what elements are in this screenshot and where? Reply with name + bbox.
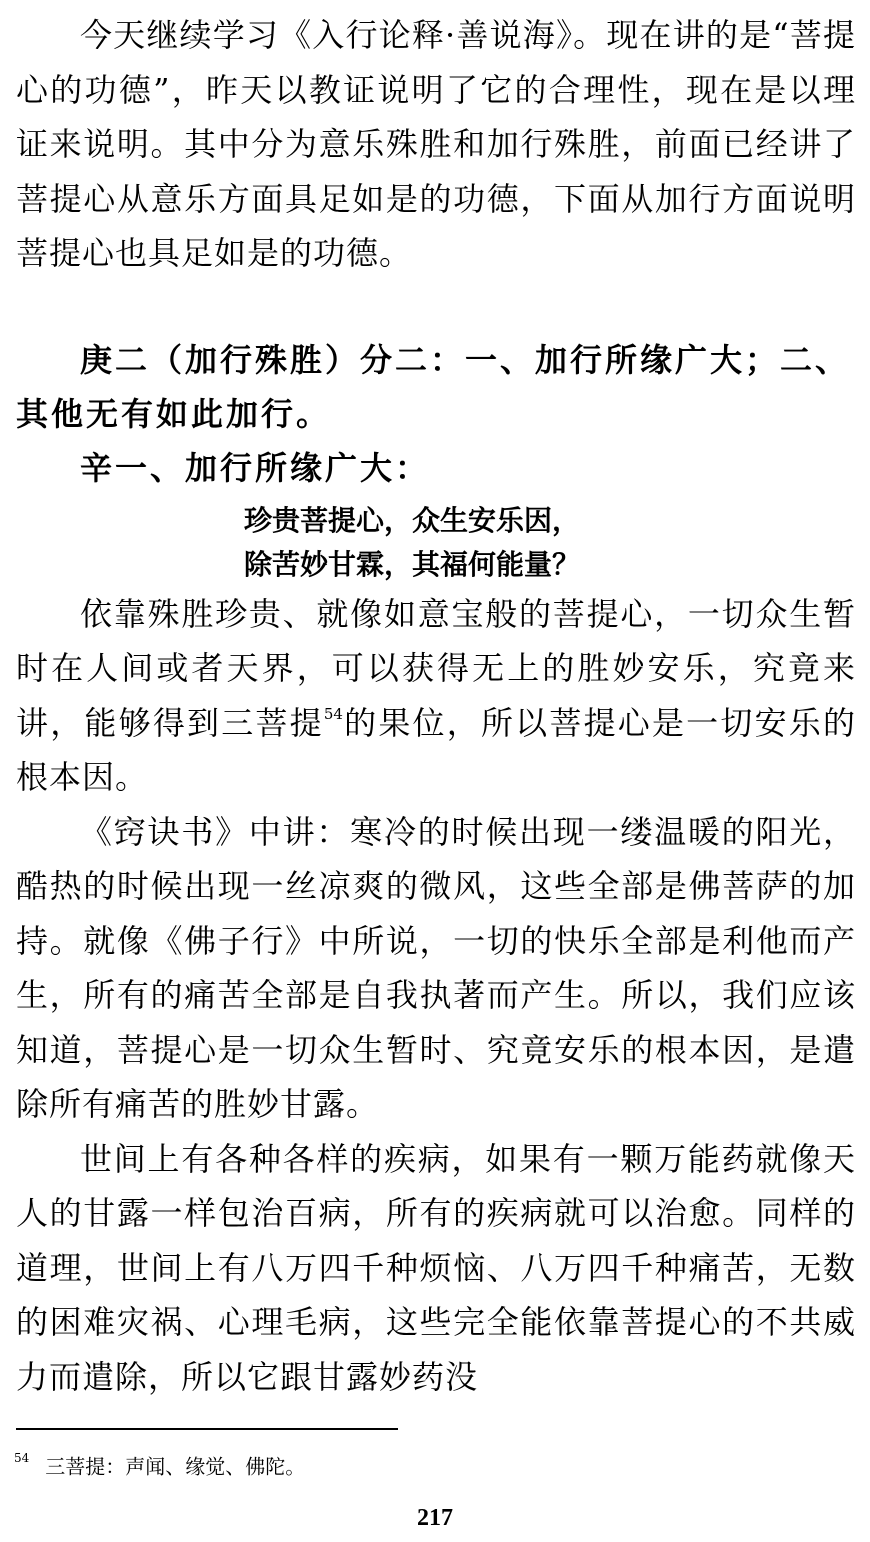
paragraph-intro: 今天继续学习《入行论释·善说海》。现在讲的是“菩提心的功德”，昨天以教证说明了它的合理性，现在是以理证来说明。其中分为意乐殊胜和加行殊胜，前面已经讲了菩提心从意乐方面具足如是的功德，下面从加行方面说明菩提心也具足如是的功德。 bbox=[16, 16, 856, 272]
footnote bbox=[14, 1448, 305, 1481]
footnote-reference[interactable]: 54 bbox=[323, 704, 343, 723]
paragraph-quote: 《窍诀书》中讲：寒冷的时候出现一缕温暖的阳光，酷热的时候出现一丝凉爽的微风，这些全部是佛菩萨的加持。就像《佛子行》中所说，一切的快乐全部是利他而产生，所有的痛苦全部是自我执著而产生。所以，我们应该知道，菩提心是一切众生暂时、究竟安乐的根本因，是遣除所有痛苦的胜妙甘露。 bbox=[16, 812, 856, 1123]
verse-block bbox=[16, 499, 856, 587]
paragraph-commentary-text-b: 的果位，所以菩提心是一切安乐的根本因。 bbox=[16, 703, 856, 796]
paragraph-commentary bbox=[16, 587, 856, 805]
paragraph-commentary-text-a: 依靠殊胜珍贵、就像如意宝般的菩提心，一切众生暂时在人间或者天界，可以获得无上的胜妙安乐，究竟来讲，能够得到三菩提 bbox=[16, 594, 856, 742]
paragraph-gap bbox=[16, 281, 856, 333]
verse-line-2: 除苦妙甘霖，其福何能量？ bbox=[244, 547, 581, 581]
section-heading-xin1: 辛一、加行所缘广大： bbox=[80, 448, 431, 487]
footnote-text: 三菩提：声闻、缘觉、佛陀。 bbox=[45, 1454, 306, 1479]
page-number: 217 bbox=[417, 1505, 453, 1531]
section-heading-geng2: 庚二（加行殊胜）分二：一、加行所缘广大；二、其他无有如此加行。 bbox=[16, 340, 851, 433]
page-body bbox=[16, 8, 856, 1404]
paragraph-medicine: 世间上有各种各样的疾病，如果有一颗万能药就像天人的甘露一样包治百病，所有的疾病就可以治愈。同样的道理，世间上有八万四千种烦恼、八万四千种痛苦，无数的困难灾祸、心理毛病，这些完全能依靠菩提心的不共威力而遣除，所以它跟甘露妙药没 bbox=[16, 1139, 856, 1396]
verse-line-1: 珍贵菩提心，众生安乐因， bbox=[244, 503, 581, 537]
footnote-divider bbox=[16, 1428, 398, 1430]
footnote-number: 54 bbox=[14, 1451, 30, 1465]
